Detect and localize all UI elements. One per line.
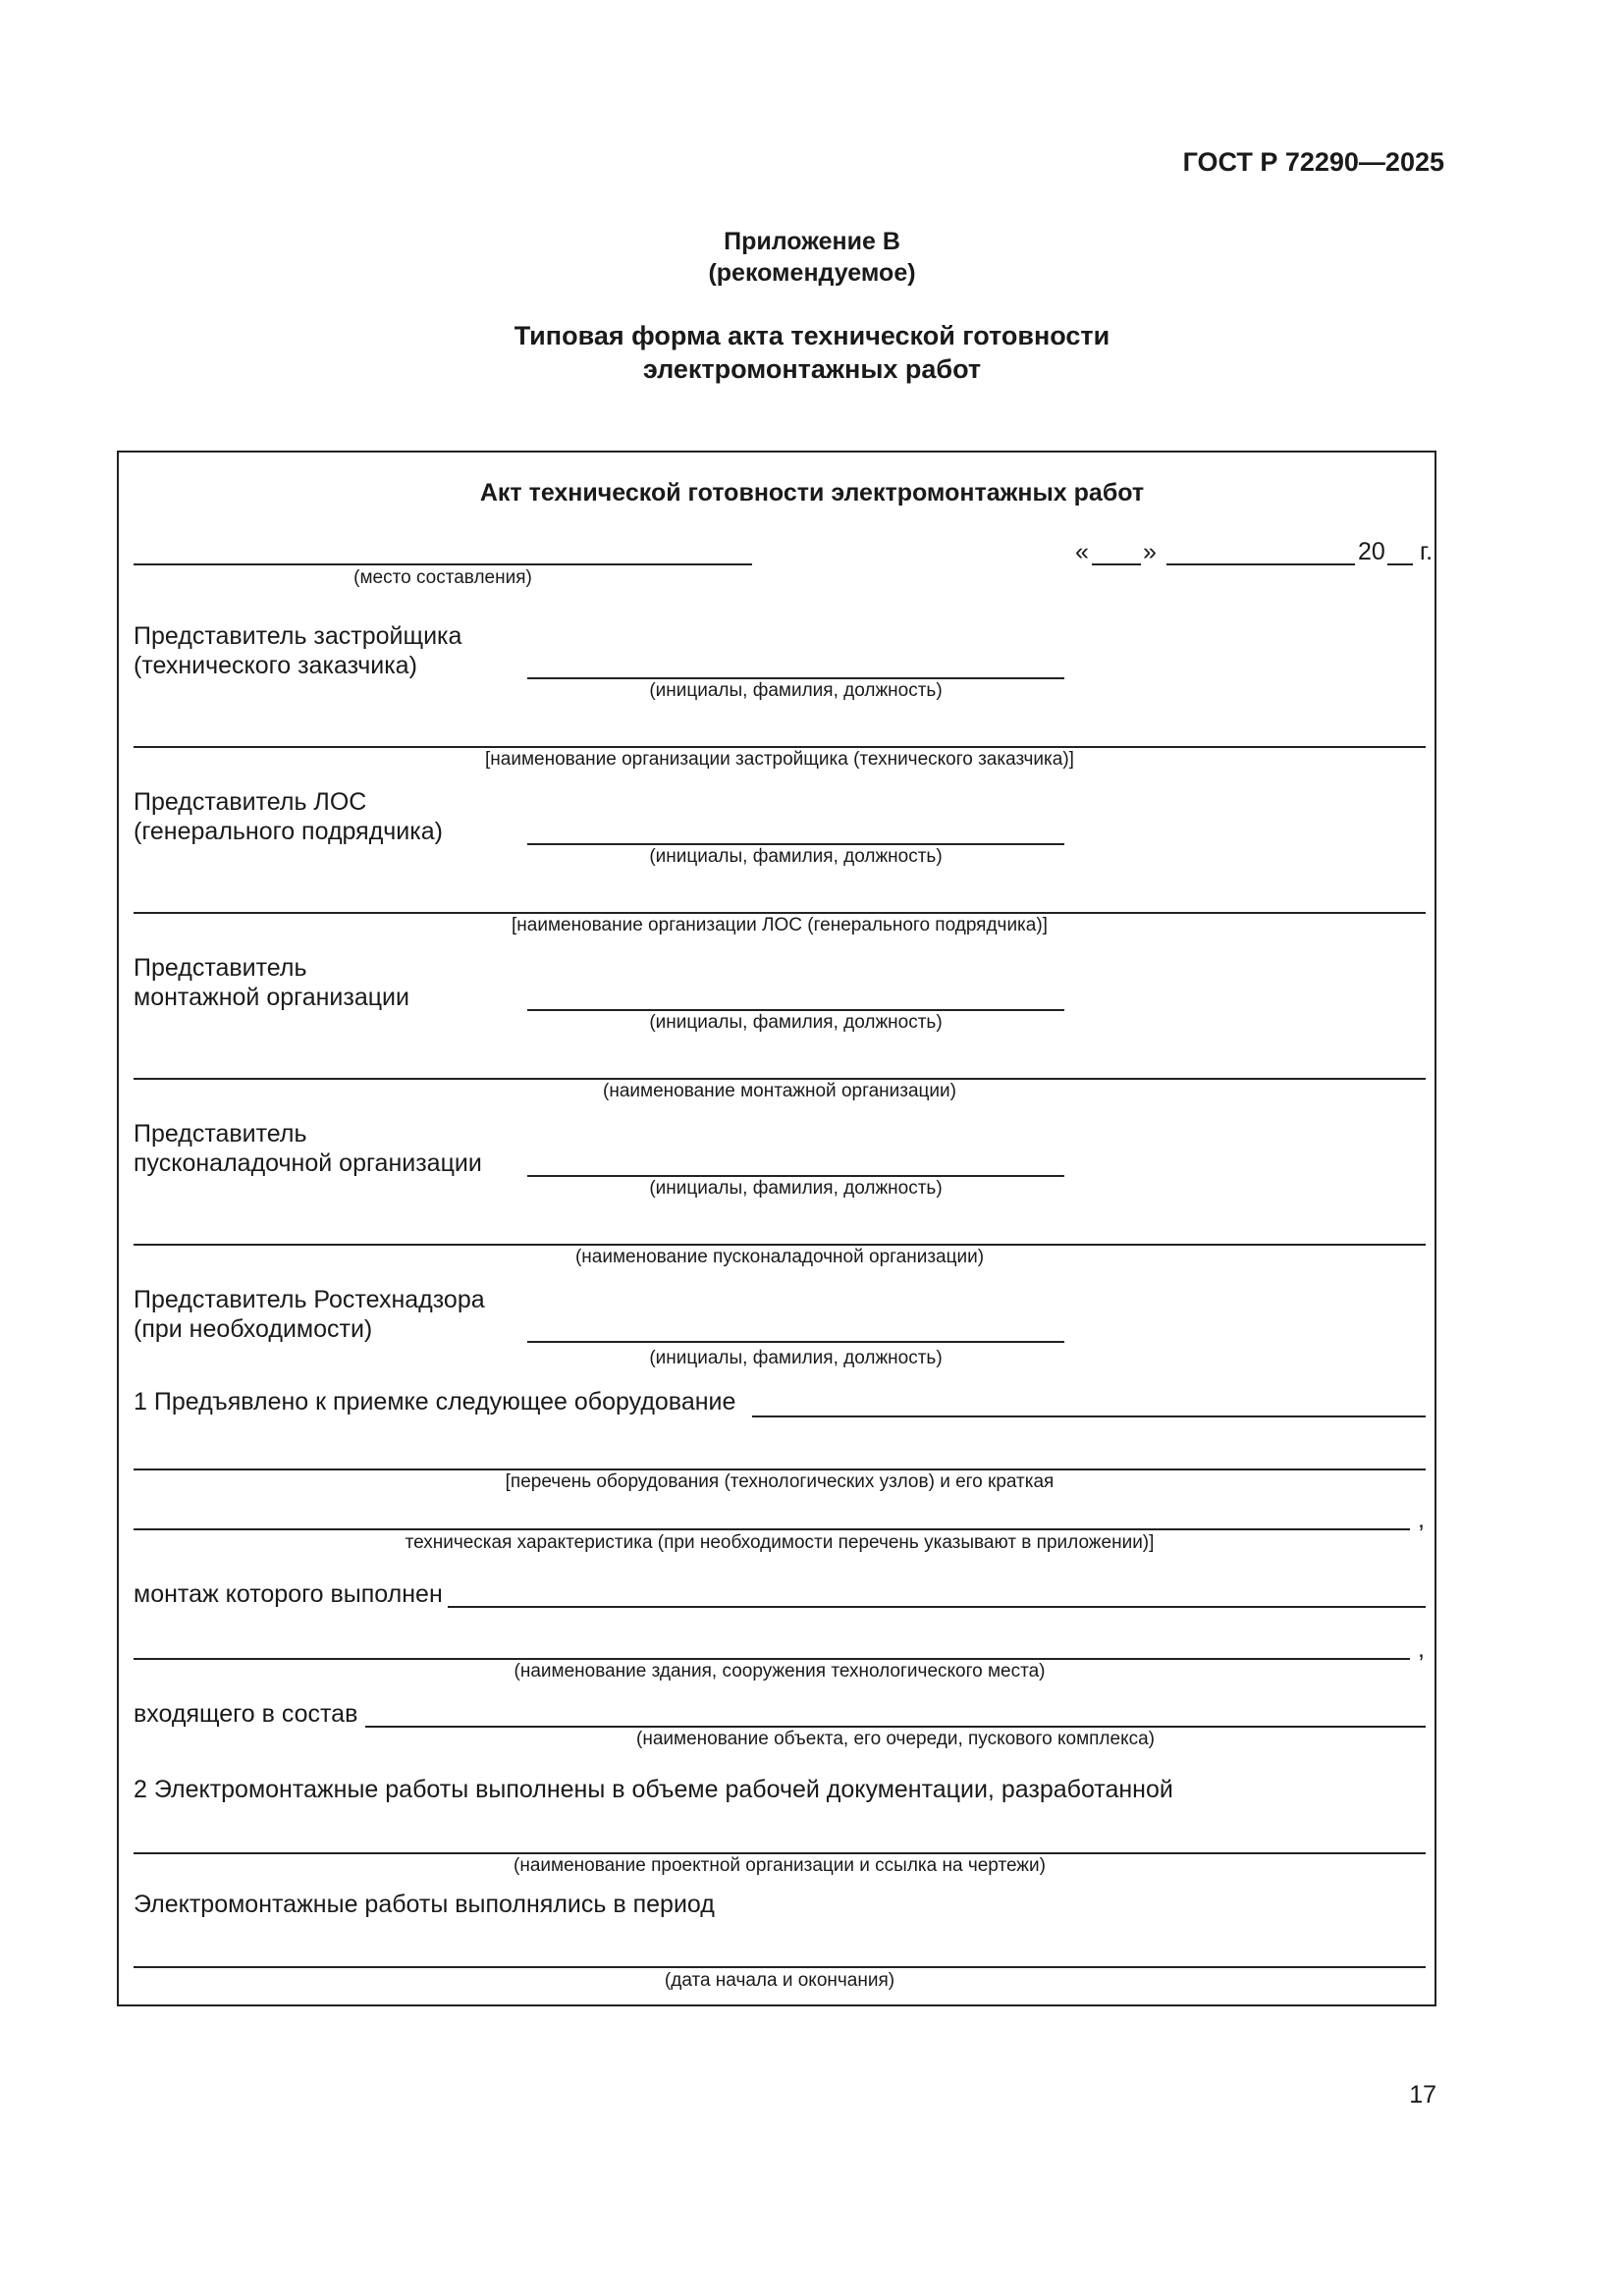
period-caption: (дата начала и окончания) [664,1970,895,1991]
contractor-org-line[interactable] [134,912,1426,914]
item1-label: 1 Предъявлено к приемке следующее оборудование [134,1388,736,1415]
date-year-suffix: г. [1420,538,1434,565]
contractor-person-line[interactable] [527,843,1064,845]
commissioning-person-line[interactable] [527,1175,1064,1177]
part-of-label: входящего в состав [134,1700,358,1728]
item1-caption-1: [перечень оборудования (технологических узлов) и его краткая [505,1471,1055,1492]
design-caption: (наименование проектной организации и ссылка на чертежи) [514,1855,1046,1876]
date-year-prefix: 20 [1358,538,1385,565]
item1-caption-2: техническая характеристика (при необходимости перечень указывают в приложении)] [405,1532,1155,1553]
part-of-line[interactable] [365,1726,1426,1728]
commissioning-label-2: пусконаладочной организации [134,1149,482,1177]
rostekhnadzor-person-line[interactable] [527,1341,1064,1343]
date-close-quote: » [1143,538,1157,565]
installer-org-caption: (наименование монтажной организации) [603,1081,956,1101]
place-caption: (место составления) [353,567,532,588]
place-line[interactable] [134,563,752,565]
form-title: Акт технической готовности электромонтажных работ [479,479,1145,507]
installer-person-line[interactable] [527,1009,1064,1011]
date-month-line[interactable] [1166,563,1355,565]
installer-person-caption: (инициалы, фамилия, должность) [649,1012,943,1033]
heading-line2: электромонтажных работ [642,354,982,384]
item1-comma-2: , [1418,1635,1425,1663]
customer-person-caption: (инициалы, фамилия, должность) [649,680,943,701]
date-year-line[interactable] [1387,563,1413,565]
rostekhnadzor-label-2: (при необходимости) [134,1315,373,1343]
contractor-org-caption: [наименование организации ЛОС (генерального подрядчика)] [512,915,1048,935]
item1-equipment-line[interactable] [752,1415,1426,1417]
date-open-quote: « [1075,538,1089,565]
period-line[interactable] [134,1966,1426,1968]
installed-line[interactable] [448,1606,1426,1608]
customer-org-caption: [наименование организации застройщика (технического заказчика)] [485,749,1074,770]
customer-label-1: Представитель застройщика [134,622,462,650]
contractor-person-caption: (инициалы, фамилия, должность) [649,846,943,867]
appendix-title: Приложение В [724,228,900,255]
page-number: 17 [1409,2081,1436,2109]
item1-list-line-1[interactable] [134,1468,1426,1470]
commissioning-person-caption: (инициалы, фамилия, должность) [649,1178,943,1199]
commissioning-label-1: Представитель [134,1120,307,1148]
item1-comma-1: , [1418,1506,1425,1533]
building-line[interactable] [134,1658,1410,1660]
building-caption: (наименование здания, сооружения технологического места) [514,1661,1046,1682]
period-label: Электромонтажные работы выполнялись в период [134,1891,715,1918]
customer-label-2: (технического заказчика) [134,652,417,679]
contractor-label-2: (генерального подрядчика) [134,818,443,845]
design-org-line[interactable] [134,1852,1426,1854]
customer-person-line[interactable] [527,677,1064,679]
standard-number: ГОСТ Р 72290—2025 [1182,147,1444,177]
commissioning-org-line[interactable] [134,1244,1426,1246]
object-caption: (наименование объекта, его очереди, пускового комплекса) [636,1729,1155,1749]
rostekhnadzor-person-caption: (инициалы, фамилия, должность) [649,1348,943,1368]
date-day-line[interactable] [1092,563,1141,565]
customer-org-line[interactable] [134,746,1426,748]
installer-label-2: монтажной организации [134,984,409,1011]
appendix-type: (рекомендуемое) [708,259,916,287]
heading-line1: Типовая форма акта технической готовности [514,321,1110,350]
rostekhnadzor-label-1: Представитель Ростехнадзора [134,1286,485,1313]
contractor-label-1: Представитель ЛОС [134,788,367,816]
installer-label-1: Представитель [134,954,307,982]
item1-list-line-2[interactable] [134,1528,1410,1530]
item2-label: 2 Электромонтажные работы выполнены в объеме рабочей документации, разработанной [134,1776,1173,1803]
installer-org-line[interactable] [134,1078,1426,1080]
commissioning-org-caption: (наименование пусконаладочной организации) [574,1247,985,1267]
installed-label: монтаж которого выполнен [134,1580,443,1608]
